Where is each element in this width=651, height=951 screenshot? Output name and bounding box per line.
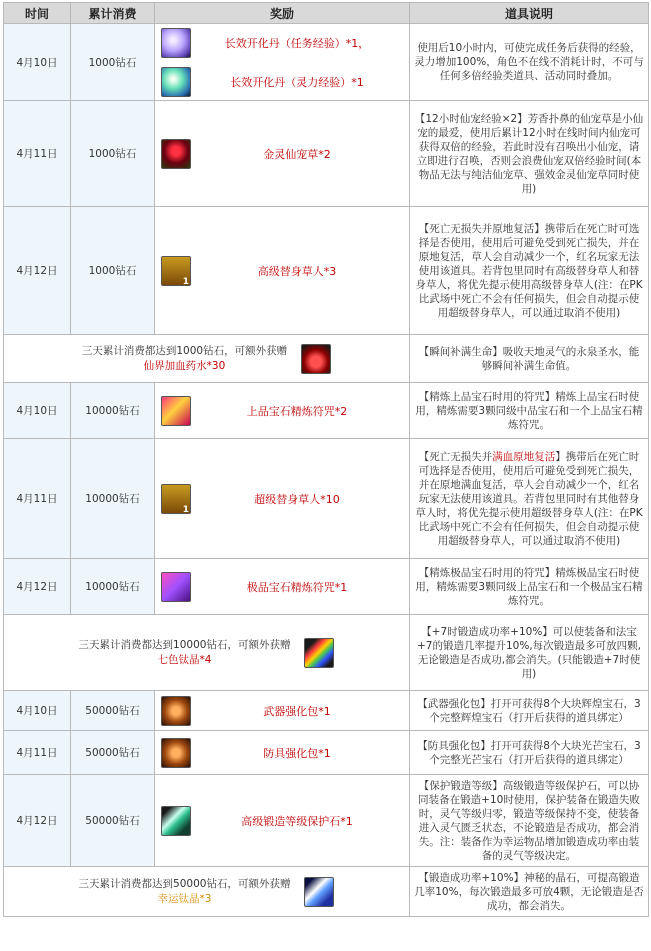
header-desc: 道具说明 xyxy=(410,3,649,24)
gold-talisman-icon xyxy=(161,396,191,426)
bonus-row xyxy=(4,335,649,383)
date-cell: 4月10日 xyxy=(4,383,71,439)
reward-cell xyxy=(155,439,410,559)
purple-talisman-icon xyxy=(161,572,191,602)
date-cell: 4月10日 xyxy=(4,691,71,731)
table-row xyxy=(4,691,649,731)
header-time: 时间 xyxy=(4,3,71,24)
desc-cell: 【保护锻造等级】高级锻造等级保护石，可以协同装备在锻造+10时使用，保护装备在锻造失败时，灵气等级归零，锻造等级保持不变，使装备进入灵气匮乏状态，不论锻造是否成功，都会消失。注：装备作为幸运物品增加锻造成功率由装备的灵气等级决定。 xyxy=(410,775,649,867)
table-row xyxy=(4,559,649,615)
date-cell: 4月12日 xyxy=(4,207,71,335)
reward-table xyxy=(3,2,649,917)
reward-name: 上品宝石精炼符咒*2 xyxy=(246,404,348,418)
bonus-cell xyxy=(4,615,410,691)
cost-cell: 50000钻石 xyxy=(71,731,155,775)
reward-name: 武器强化包*1 xyxy=(263,704,331,718)
cost-cell: 50000钻石 xyxy=(71,691,155,731)
desc-cell: 【+7时锻造成功率+10%】可以使装备和法宝+7的锻造几率提升10%,每次锻造最多可放四颗,无论锻造是否成功,都会消失。(只能锻造+7时使用) xyxy=(410,615,649,691)
bonus-text: 三天累计消费都达到10000钻石，可额外获赠 xyxy=(78,638,291,651)
reward-item xyxy=(155,25,409,61)
reward-item xyxy=(155,253,409,289)
reward-cell xyxy=(155,559,410,615)
reward-item xyxy=(155,735,409,771)
table-row xyxy=(4,101,649,207)
reward-cell xyxy=(155,24,410,101)
table-row xyxy=(4,775,649,867)
desc-cell: 【防具强化包】打开可获得8个大块光芒宝石，3个完整光芒宝石（打开后获得的道具绑定） xyxy=(410,731,649,775)
date-cell: 4月10日 xyxy=(4,24,71,101)
reward-item xyxy=(155,481,409,517)
cost-cell: 50000钻石 xyxy=(71,775,155,867)
reward-cell xyxy=(155,691,410,731)
table-row xyxy=(4,24,649,101)
reward-item xyxy=(155,393,409,429)
cost-cell: 10000钻石 xyxy=(71,559,155,615)
reward-name: 长效开化丹（灵力经验）*1 xyxy=(230,75,364,89)
cost-cell: 1000钻石 xyxy=(71,101,155,207)
teal-pill-icon xyxy=(161,67,191,97)
reward-name: 超级替身草人*10 xyxy=(254,492,340,506)
reward-item xyxy=(155,136,409,172)
blue-crystal-icon xyxy=(304,877,334,907)
table-header-row xyxy=(4,3,649,24)
desc-text: 】携带后在死亡时可选择是否使用，使用后可避免受到死亡损失，并在原地满血复活，草人会自动减少一个，红名玩家无法使用该道具。若背包里同时有其他替身草人时，将优先提示使用超级替身草人(注：在PK比武场中死亡不会有任何损失，但会自动提示使用超级替身草人，可以通过取消不使用) xyxy=(415,450,643,547)
desc-cell: 使用后10小时内，可使完成任务后获得的经验，灵力增加100%，角色不在线不消耗计时，不可与任何多倍经验类道具、活动同时叠加。 xyxy=(410,24,649,101)
desc-text: 【死亡无损失并 xyxy=(418,450,493,463)
table-row xyxy=(4,439,649,559)
desc-cell: 【精炼极品宝石时用的符咒】精炼极品宝石时使用，精炼需要3颗同级上品宝石和一个极品宝石精炼符咒。 xyxy=(410,559,649,615)
reward-cell xyxy=(155,383,410,439)
reward-item xyxy=(155,64,409,100)
potion-icon xyxy=(301,344,331,374)
date-cell: 4月12日 xyxy=(4,775,71,867)
table-row xyxy=(4,383,649,439)
table-row xyxy=(4,207,649,335)
date-cell: 4月11日 xyxy=(4,101,71,207)
cost-cell: 1000钻石 xyxy=(71,24,155,101)
bonus-cell xyxy=(4,867,410,917)
cost-cell: 1000钻石 xyxy=(71,207,155,335)
reward-item xyxy=(155,693,409,729)
desc-cell: 【武器强化包】打开可获得8个大块辉煌宝石，3个完整辉煌宝石（打开后获得的道具绑定） xyxy=(410,691,649,731)
date-cell: 4月11日 xyxy=(4,731,71,775)
bag-icon xyxy=(161,696,191,726)
desc-cell: 【死亡无损失并原地复活】携带后在死亡时可选择是否使用，使用后可避免受到死亡损失，并在原地复活，草人会自动减少一个，红名玩家无法使用该道具。若背包里同时有高级替身草人和替身草人，将优先提示使用高级替身草人(注：在PK比武场中死亡不会有任何损失，但会自动提示使用超级替身草人，可以通过取消不使用) xyxy=(410,207,649,335)
desc-cell: 【精炼上品宝石时用的符咒】精炼上品宝石时使用，精炼需要3颗同级中品宝石和一个上品宝石精炼符咒。 xyxy=(410,383,649,439)
figure-icon: 1 xyxy=(161,484,191,514)
bonus-reward-name: 幸运钛晶*3 xyxy=(157,892,212,905)
reward-item xyxy=(155,803,409,839)
bonus-cell xyxy=(4,335,410,383)
purple-pill-icon xyxy=(161,28,191,58)
reward-name: 高级锻造等级保护石*1 xyxy=(241,814,353,828)
bonus-text: 三天累计消费都达到1000钻石，可额外获赠 xyxy=(81,344,288,357)
reward-cell xyxy=(155,101,410,207)
reward-name: 长效开化丹（任务经验）*1， xyxy=(224,36,370,50)
flower-icon xyxy=(161,139,191,169)
bag-icon xyxy=(161,738,191,768)
figure-icon: 1 xyxy=(161,256,191,286)
desc-cell: 【瞬间补满生命】吸收天地灵气的永泉圣水，能够瞬间补满生命值。 xyxy=(410,335,649,383)
bonus-reward-name: 仙界加血药水*30 xyxy=(143,359,226,372)
bonus-row xyxy=(4,867,649,917)
desc-cell: 【锻造成功率+10%】神秘的晶石，可提高锻造几率10%，每次锻造最多可放4颗，无论锻造是否成功，都会消失。 xyxy=(410,867,649,917)
bonus-text: 三天累计消费都达到50000钻石，可额外获赠 xyxy=(78,877,291,890)
date-cell: 4月11日 xyxy=(4,439,71,559)
reward-cell xyxy=(155,775,410,867)
reward-name: 金灵仙宠草*2 xyxy=(263,147,331,161)
desc-cell xyxy=(410,439,649,559)
header-reward: 奖励 xyxy=(155,3,410,24)
reward-name: 高级替身草人*3 xyxy=(257,264,337,278)
desc-highlight: 满血原地复活 xyxy=(492,450,556,463)
bonus-reward-name: 七色钛晶*4 xyxy=(157,653,212,666)
reward-cell xyxy=(155,207,410,335)
bonus-row xyxy=(4,615,649,691)
date-cell: 4月12日 xyxy=(4,559,71,615)
reward-name: 极品宝石精炼符咒*1 xyxy=(246,580,348,594)
header-cost: 累计消费 xyxy=(71,3,155,24)
reward-cell xyxy=(155,731,410,775)
cost-cell: 10000钻石 xyxy=(71,383,155,439)
shard-icon xyxy=(161,806,191,836)
rainbow-crystal-icon xyxy=(304,638,334,668)
reward-item xyxy=(155,569,409,605)
cost-cell: 10000钻石 xyxy=(71,439,155,559)
reward-name: 防具强化包*1 xyxy=(263,746,331,760)
desc-cell: 【12小时仙宠经验×2】芳香扑鼻的仙宠草是小仙宠的最爱，使用后累计12小时在线时间内仙宠可获得双倍的经验，若此时没有召唤出小仙宠，请立即进行召唤，否则会浪费仙宠双倍经验时间(本物品无法与纯洁仙宠草、强效金灵仙宠草同时使用) xyxy=(410,101,649,207)
table-row xyxy=(4,731,649,775)
